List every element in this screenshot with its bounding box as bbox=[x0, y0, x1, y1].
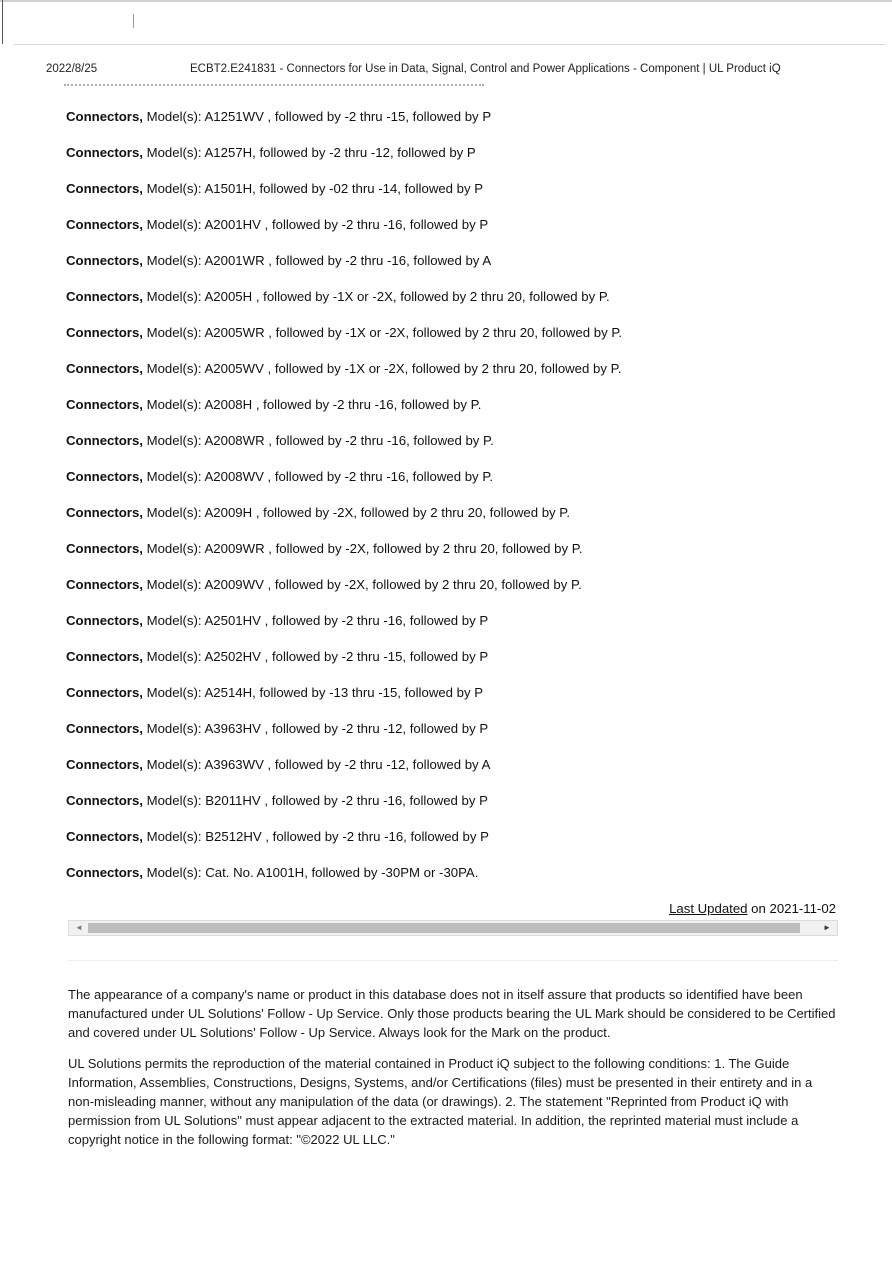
listing-category: Connectors, bbox=[66, 145, 143, 160]
scroll-right-icon[interactable]: ► bbox=[823, 923, 831, 932]
listing-model-text: Model(s): A3963WV , followed by -2 thru -12, followed by A bbox=[146, 757, 491, 772]
listing-item bbox=[66, 324, 622, 360]
listing-item bbox=[66, 396, 622, 432]
footer-divider bbox=[68, 960, 838, 961]
product-listing bbox=[66, 108, 622, 900]
listing-item bbox=[66, 756, 622, 792]
top-rule bbox=[14, 44, 886, 45]
listing-category: Connectors, bbox=[66, 685, 143, 700]
listing-model-text: Model(s): A2001WR , followed by -2 thru -16, followed by A bbox=[146, 253, 492, 268]
last-updated bbox=[669, 901, 836, 916]
listing-category: Connectors, bbox=[66, 253, 143, 268]
listing-category: Connectors, bbox=[66, 865, 143, 880]
listing-model-text: Model(s): A2008WR , followed by -2 thru -16, followed by P. bbox=[146, 433, 494, 448]
cut-off-previous-line bbox=[64, 84, 484, 90]
scrollbar-thumb[interactable] bbox=[88, 923, 800, 933]
listing-category: Connectors, bbox=[66, 469, 143, 484]
page-frame-left bbox=[2, 0, 3, 44]
listing-item bbox=[66, 612, 622, 648]
listing-category: Connectors, bbox=[66, 325, 143, 340]
listing-category: Connectors, bbox=[66, 829, 143, 844]
listing-model-text: Model(s): A2502HV , followed by -2 thru -15, followed by P bbox=[146, 649, 489, 664]
listing-category: Connectors, bbox=[66, 757, 143, 772]
listing-item bbox=[66, 648, 622, 684]
listing-category: Connectors, bbox=[66, 577, 143, 592]
last-updated-date: on 2021-11-02 bbox=[747, 901, 836, 916]
listing-item bbox=[66, 144, 622, 180]
listing-item bbox=[66, 180, 622, 216]
listing-model-text: Model(s): A2008H , followed by -2 thru -16, followed by P. bbox=[146, 397, 482, 412]
scroll-left-icon[interactable]: ◄ bbox=[75, 923, 83, 932]
listing-model-text: Model(s): A2005H , followed by -1X or -2X, followed by 2 thru 20, followed by P. bbox=[146, 289, 610, 304]
print-header bbox=[0, 63, 892, 79]
listing-item bbox=[66, 684, 622, 720]
listing-item bbox=[66, 252, 622, 288]
listing-item bbox=[66, 108, 622, 144]
listing-model-text: Model(s): A1257H, followed by -2 thru -12, followed by P bbox=[146, 145, 476, 160]
print-date: 2022/8/25 bbox=[46, 63, 98, 75]
listing-category: Connectors, bbox=[66, 361, 143, 376]
disclaimer-paragraph: The appearance of a company's name or product in this database does not in itself assure that products so identified have been manufactured under UL Solutions' Follow - Up Service. Only those products bearing the UL Mark should be considered to be Certified and covered under UL Solutions' Follow - Up Service. Always look for the Mark on the product. bbox=[68, 987, 836, 1040]
last-updated-link[interactable]: Last Updated bbox=[669, 901, 748, 916]
listing-model-text: Model(s): A2008WV , followed by -2 thru -16, followed by P. bbox=[146, 469, 494, 484]
listing-item bbox=[66, 288, 622, 324]
listing-model-text: Model(s): A2005WR , followed by -1X or -2X, followed by 2 thru 20, followed by P. bbox=[146, 325, 623, 340]
listing-item bbox=[66, 792, 622, 828]
listing-item bbox=[66, 468, 622, 504]
listing-model-text: Model(s): A2009WR , followed by -2X, followed by 2 thru 20, followed by P. bbox=[146, 541, 583, 556]
listing-model-text: Model(s): A1251WV , followed by -2 thru -15, followed by P bbox=[146, 109, 492, 124]
listing-item bbox=[66, 864, 622, 900]
listing-category: Connectors, bbox=[66, 397, 143, 412]
listing-category: Connectors, bbox=[66, 109, 143, 124]
print-title: ECBT2.E241831 - Connectors for Use in Data, Signal, Control and Power Applications - Component | UL Product iQ bbox=[190, 63, 781, 75]
listing-model-text: Model(s): B2011HV , followed by -2 thru -16, followed by P bbox=[146, 793, 488, 808]
listing-item bbox=[66, 540, 622, 576]
horizontal-scrollbar[interactable] bbox=[68, 920, 838, 936]
listing-model-text: Model(s): A3963HV , followed by -2 thru -12, followed by P bbox=[146, 721, 489, 736]
listing-item bbox=[66, 720, 622, 756]
page-frame-top bbox=[0, 0, 892, 2]
listing-model-text: Model(s): A2009H , followed by -2X, followed by 2 thru 20, followed by P. bbox=[146, 505, 571, 520]
scan-mark bbox=[133, 14, 134, 28]
listing-model-text: Model(s): A2501HV , followed by -2 thru -16, followed by P bbox=[146, 613, 489, 628]
listing-model-text: Model(s): A2001HV , followed by -2 thru -16, followed by P bbox=[146, 217, 489, 232]
listing-category: Connectors, bbox=[66, 433, 143, 448]
listing-category: Connectors, bbox=[66, 289, 143, 304]
listing-item bbox=[66, 432, 622, 468]
listing-category: Connectors, bbox=[66, 793, 143, 808]
listing-category: Connectors, bbox=[66, 613, 143, 628]
listing-model-text: Model(s): A1501H, followed by -02 thru -14, followed by P bbox=[146, 181, 484, 196]
listing-category: Connectors, bbox=[66, 181, 143, 196]
reproduction-notice: UL Solutions permits the reproduction of the material contained in Product iQ subject to the following conditions: 1. The Guide Information, Assemblies, Constructions, Designs, Systems, and/or Certifications (files) must be presented in their entirety and in a non-misleading manner, without any manipulation of the data (or drawings). 2. The statement "Reprinted from Product iQ with permission from UL Solutions" must appear adjacent to the extracted material. In addition, the reprinted material must include a copyright notice in the following format: "©2022 UL LLC." bbox=[68, 1056, 813, 1147]
listing-item bbox=[66, 216, 622, 252]
listing-category: Connectors, bbox=[66, 217, 143, 232]
listing-item bbox=[66, 360, 622, 396]
listing-model-text: Model(s): A2005WV , followed by -1X or -2X, followed by 2 thru 20, followed by P. bbox=[146, 361, 622, 376]
listing-item bbox=[66, 576, 622, 612]
listing-category: Connectors, bbox=[66, 541, 143, 556]
listing-model-text: Model(s): A2009WV , followed by -2X, followed by 2 thru 20, followed by P. bbox=[146, 577, 582, 592]
listing-model-text: Model(s): A2514H, followed by -13 thru -15, followed by P bbox=[146, 685, 484, 700]
listing-category: Connectors, bbox=[66, 505, 143, 520]
listing-category: Connectors, bbox=[66, 649, 143, 664]
listing-item bbox=[66, 504, 622, 540]
listing-item bbox=[66, 828, 622, 864]
listing-model-text: Model(s): Cat. No. A1001H, followed by -30PM or -30PA. bbox=[146, 865, 479, 880]
listing-model-text: Model(s): B2512HV , followed by -2 thru -16, followed by P bbox=[146, 829, 489, 844]
listing-category: Connectors, bbox=[66, 721, 143, 736]
